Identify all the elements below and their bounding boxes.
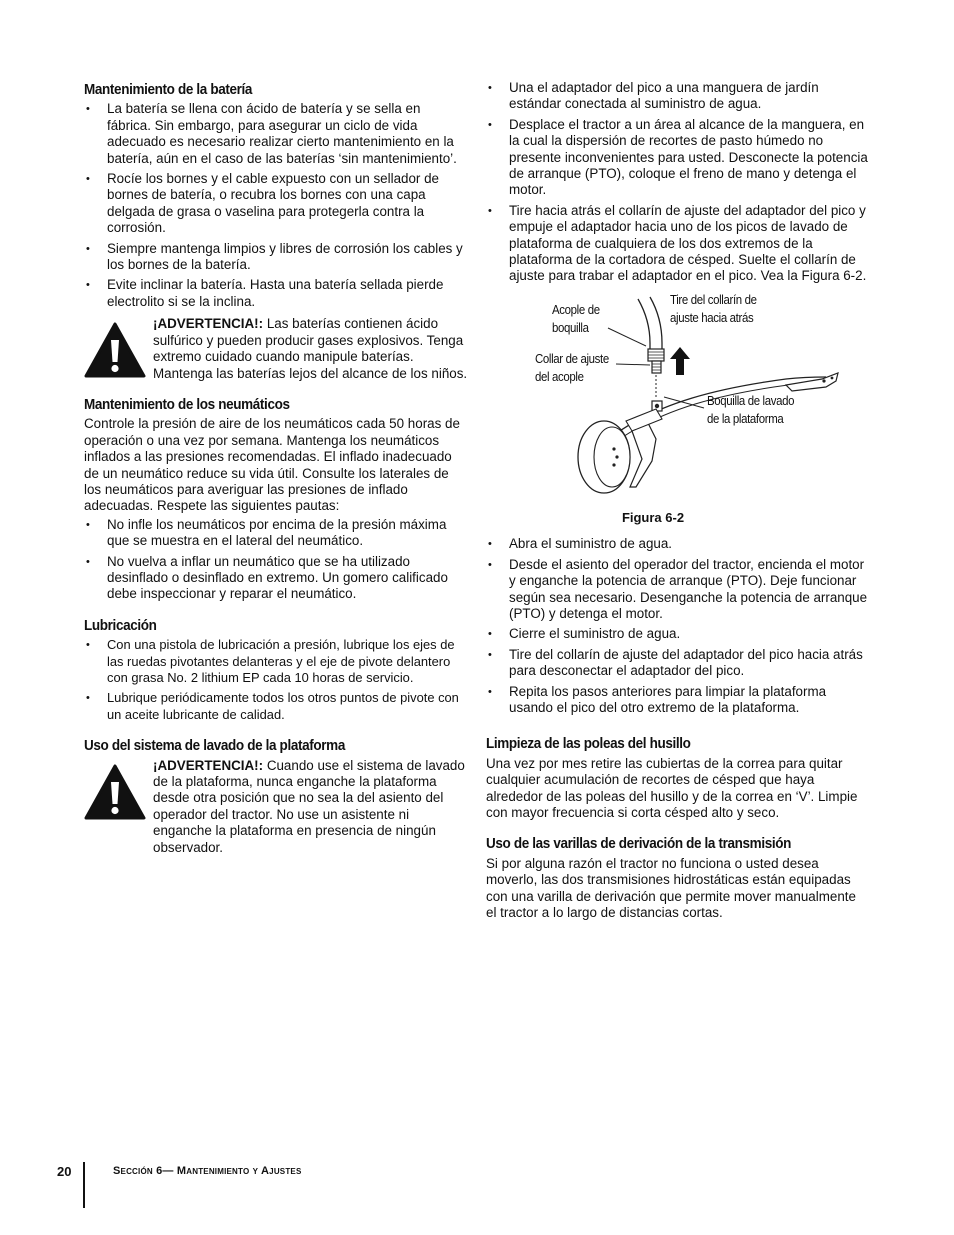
warning-triangle-icon [84, 764, 146, 820]
label-deck-nozzle: Boquilla de lavado de la plataforma [707, 392, 795, 426]
warning-label: ¡ADVERTENCIA!: [153, 757, 264, 773]
figure-6-2 [486, 291, 870, 506]
list-item: • La batería se llena con ácido de batería y se sella en fábrica. Sin embargo, para asegurar un ciclo de vida adecuado es necesario realizar cierto mantenimiento en la batería, aún en el caso de las baterías ‘sin mantenimiento’. [84, 101, 468, 167]
label-pull-collar: Tire del collarín de ajuste hacia atrás [670, 291, 757, 325]
list-item: • Cierre el suministro de agua. [486, 626, 870, 642]
warning-label: ¡ADVERTENCIA!: [153, 316, 264, 332]
list-item: • Abra el suministro de agua. [486, 536, 870, 552]
list-item: • Repita los pasos anteriores para limpiar la plataforma usando el pico del otro extremo de la plataforma. [486, 684, 870, 717]
warning-triangle-icon [84, 322, 146, 378]
label-nozzle-coupling: Acople de boquilla [552, 301, 600, 335]
warning-body: Las baterías contienen ácido sulfúrico y pueden producir gases explosivos. Tenga extremo cuidado cuando manipule baterías. Mantenga las baterías lejos del alcance de los niños. [153, 316, 468, 381]
pulleys-heading: Limpieza de las poleas del husillo [486, 735, 691, 753]
washout-steps-list [486, 80, 870, 285]
lubrication-section [84, 618, 468, 723]
tires-heading: Mantenimiento de los neumáticos [84, 395, 290, 413]
footer-divider [83, 1162, 85, 1208]
pulleys-section [486, 736, 870, 821]
list-item: • Evite inclinar la batería. Hasta una batería sellada pierde electrolito si se la inclina. [84, 277, 468, 310]
washout-section [84, 738, 468, 856]
list-item: • Con una pistola de lubricación a presión, lubrique los ejes de las ruedas pivotantes delanteras y el eje de pivote delantero con grasa No. 2 lithium EP cada 10 horas de servicio. [84, 637, 468, 686]
list-item: • No vuelva a inflar un neumático que se ha utilizado desinflado o desinflado en extremo. Un gomero calificado debe inspeccionar y reparar el neumático. [84, 554, 468, 603]
bypass-section [486, 836, 870, 921]
battery-heading: Mantenimiento de la batería [84, 81, 253, 98]
page-footer [57, 1162, 477, 1208]
washout-heading: Uso del sistema de lavado de la plataforma [84, 737, 345, 755]
list-item: • Siempre mantenga limpios y libres de corrosión los cables y los bornes de la batería. [84, 241, 468, 274]
washout-steps-list-2 [486, 536, 870, 716]
battery-section [84, 82, 468, 382]
list-item: • Desplace el tractor a un área al alcance de la manguera, en la cual la dispersión de recortes de pasto húmedo no presente inconvenientes para usted. Desconecte la potencia de arranque (PTO), coloque el freno de mano y detenga el motor. [486, 117, 870, 199]
figure-caption: Figura 6-2 [621, 509, 685, 525]
label-adjust-collar: Collar de ajuste del acople [535, 350, 609, 384]
list-item: • Desde el asiento del operador del tractor, encienda el motor y enganche la potencia de arranque (PTO). Deje funcionar según sea necesario. Desenganche la potencia de arranque (PTO) y detenga el motor. [486, 557, 870, 623]
washout-warning [84, 758, 468, 856]
battery-list [84, 101, 468, 310]
lubrication-list [84, 637, 468, 723]
battery-warning [84, 316, 468, 382]
bypass-heading: Uso de las varillas de derivación de la transmisión [486, 835, 792, 853]
right-column [486, 80, 870, 936]
pulleys-text: Una vez por mes retire las cubiertas de la correa para quitar cualquier acumulación de recortes de césped que haya alrededor de las poleas del husillo y de la correa en ‘V’. Limpie con mayor frecuencia si corta césped alto y seco. [486, 755, 858, 820]
list-item: • Lubrique periódicamente todos los otros puntos de pivote con un aceite lubricante de calidad. [84, 690, 468, 723]
page-number: 20 [57, 1164, 72, 1179]
list-item: • Una el adaptador del pico a una manguera de jardín estándar conectada al suministro de agua. [486, 80, 870, 113]
tires-list [84, 517, 468, 603]
tires-intro: Controle la presión de aire de los neumáticos cada 50 horas de operación o una vez por semana. Mantenga los neumáticos inflados a las presiones recomendadas. El inflado inadecuado de un neumático reduce su vida útil. Consulte los laterales de los neumáticos para averiguar las presiones de inflado adecuadas. Respete las siguientes pautas: [84, 416, 460, 514]
list-item: • Tire hacia atrás el collarín de ajuste del adaptador del pico y empuje el adaptador hacia uno de los picos de lavado de plataforma de cualquiera de los dos extremos de la plataforma de la cortadora de césped. Suelte el collarín de ajuste para trabar el adaptador en el pico. Vea la Figura 6-2. [486, 203, 870, 285]
lubrication-heading: Lubricación [84, 616, 157, 634]
list-item: • No infle los neumáticos por encima de la presión máxima que se muestra en el lateral del neumático. [84, 517, 468, 550]
list-item: • Rocíe los bornes y el cable expuesto con un sellador de bornes de batería, o recubra los bornes con una capa delgada de grasa o vaselina para protegerla contra la corrosión. [84, 171, 468, 237]
washout-warning-text [153, 758, 468, 856]
bypass-text: Si por alguna razón el tractor no funciona o usted desea moverlo, las dos transmisiones hidrostáticas están equipadas con una varilla de derivación que permite mover manualmente el tractor a lo largo de distancias cortas. [486, 855, 856, 920]
warning-body: Cuando use el sistema de lavado de la plataforma, nunca enganche la plataforma desde otra posición que no sea la del asiento del operador del tractor. No use un asistente ni enganche la plataforma en presencia de ningún observador. [153, 757, 465, 855]
section-title: Sección 6— Mantenimiento y Ajustes [113, 1165, 302, 1177]
left-column [84, 82, 468, 871]
battery-warning-text [153, 316, 468, 382]
tires-section [84, 397, 468, 603]
list-item: • Tire del collarín de ajuste del adaptador del pico hacia atrás para desconectar el adaptador del pico. [486, 647, 870, 680]
